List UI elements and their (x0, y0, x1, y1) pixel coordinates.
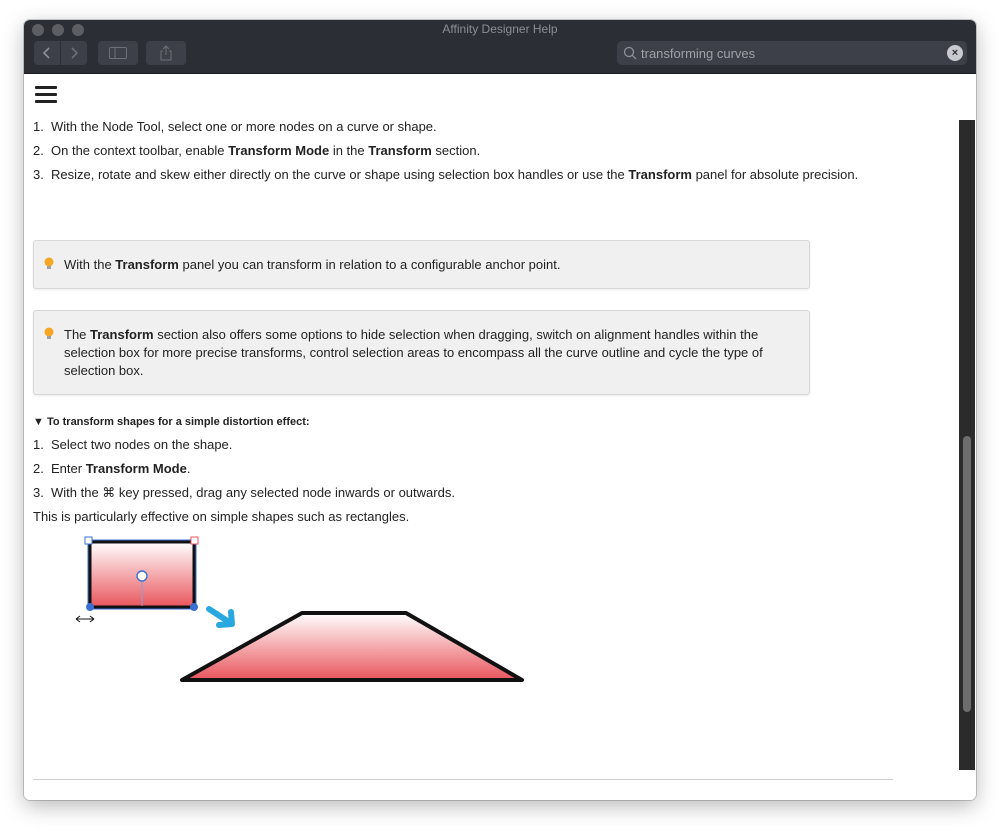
expandable-section-title[interactable]: ▼ To transform shapes for a simple distortion effect: (33, 416, 310, 428)
lightbulb-icon (43, 326, 55, 342)
menu-icon[interactable] (35, 86, 57, 104)
sidebar-toggle-button[interactable] (98, 41, 138, 65)
list-item: 1. Select two nodes on the shape. (33, 437, 233, 452)
share-icon (159, 45, 173, 61)
tip-note: The Transform section also offers some options to hide selection when dragging, switch on alignment handles within the selection box for more precise transforms, control selection areas to encompass all the curve outline and cycle the type of selection box. (33, 310, 810, 395)
scrollbar-thumb[interactable] (963, 436, 971, 712)
list-item: 1. With the Node Tool, select one or more nodes on a curve or shape. (33, 119, 437, 134)
tip-note: With the Transform panel you can transform in relation to a configurable anchor point. (33, 240, 810, 289)
chevron-left-icon (42, 46, 52, 60)
lightbulb-icon (43, 256, 55, 272)
steps-list-2 (33, 436, 873, 508)
window-title: Affinity Designer Help (442, 22, 558, 36)
search-icon (623, 46, 637, 60)
clear-icon[interactable]: × (947, 45, 963, 61)
list-item: 3. With the ⌘ key pressed, drag any selected node inwards or outwards. (33, 485, 455, 500)
closing-text: This is particularly effective on simple shapes such as rectangles. (33, 509, 410, 524)
title-bar (24, 20, 976, 74)
chevron-right-icon (69, 46, 79, 60)
forward-button[interactable] (61, 41, 87, 65)
distortion-illustration (74, 534, 534, 714)
search-input[interactable] (641, 43, 941, 63)
footer-divider (33, 779, 893, 780)
back-button[interactable] (34, 41, 60, 65)
share-button[interactable] (146, 41, 186, 65)
list-item: 2. Enter Transform Mode. (33, 461, 191, 476)
help-content (24, 74, 976, 800)
steps-list-1 (33, 118, 873, 190)
list-item: 2. On the context toolbar, enable Transform Mode in the Transform section. (33, 143, 481, 158)
sidebar-icon (109, 47, 127, 59)
list-item: 3. Resize, rotate and skew either directly on the curve or shape using selection box handles or use the Transform panel for absolute precision. (33, 167, 859, 182)
help-window (24, 20, 976, 800)
search-field[interactable] (617, 41, 967, 65)
